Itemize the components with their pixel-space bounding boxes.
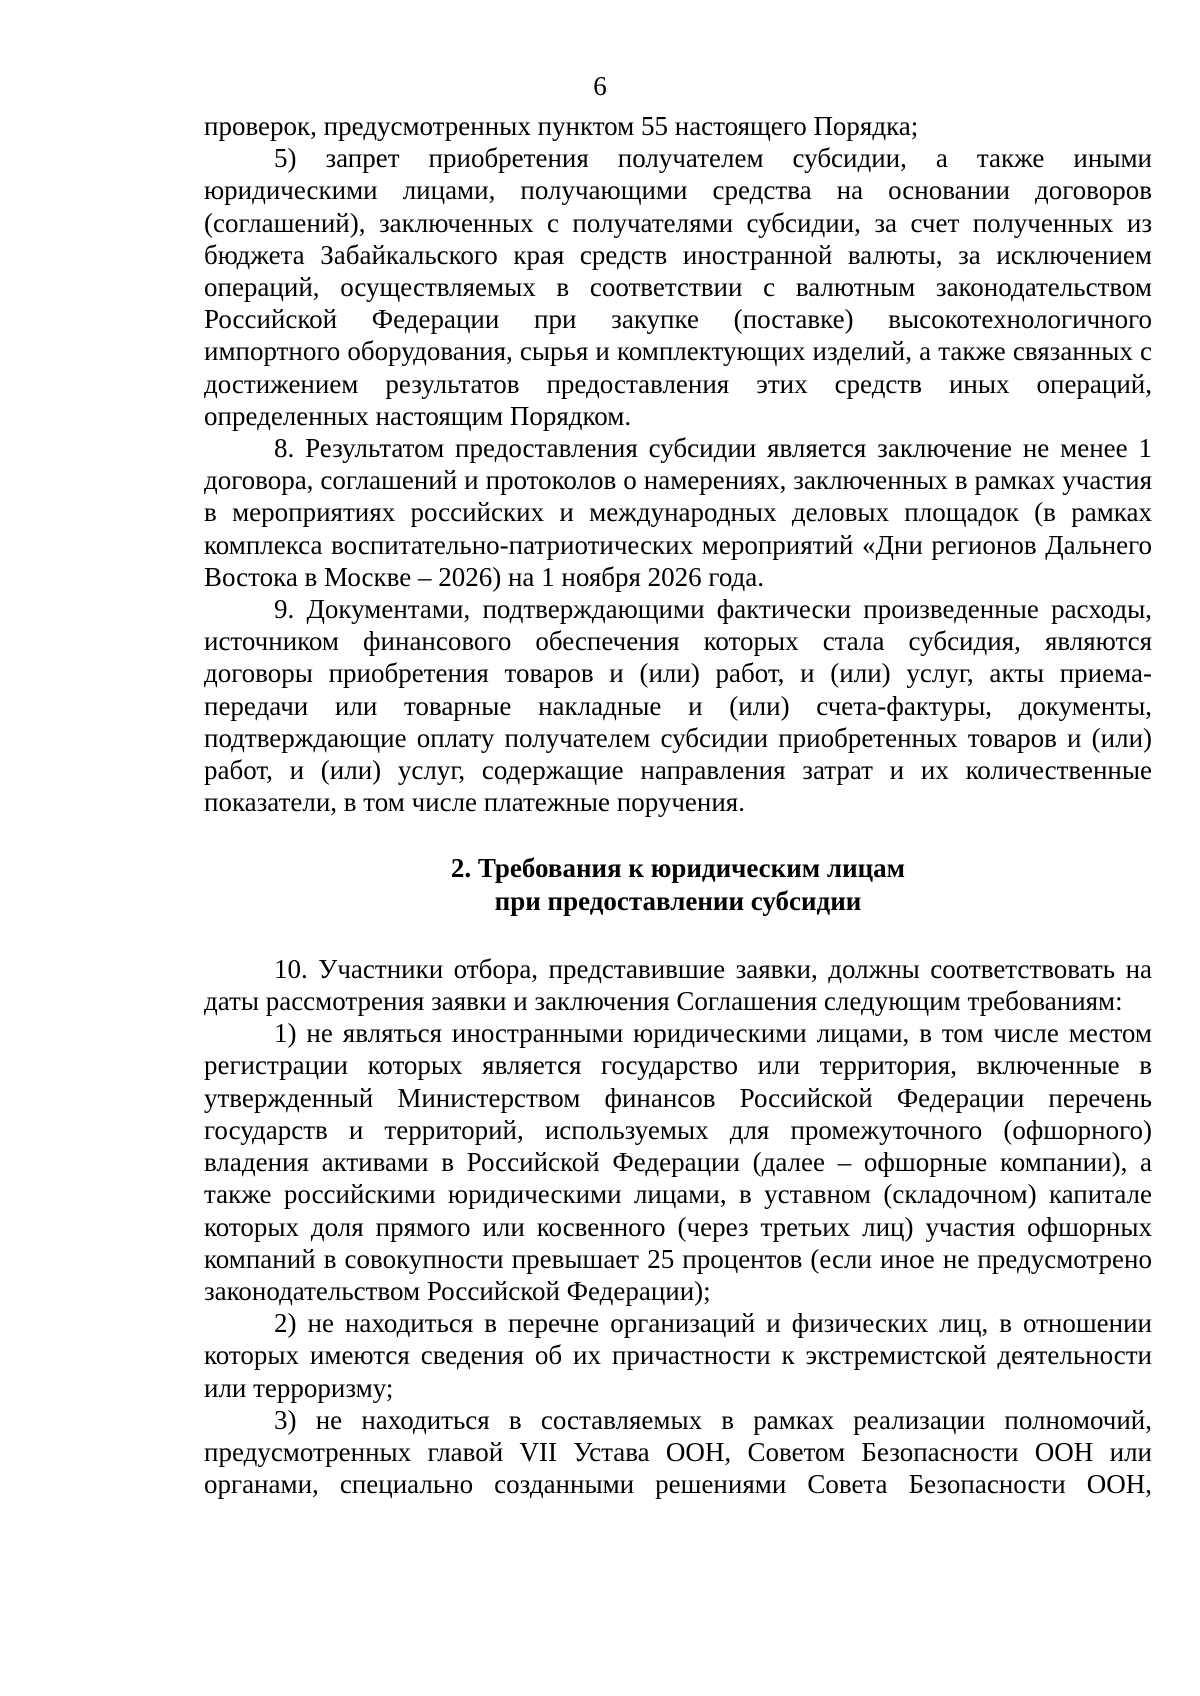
paragraph-10: 10. Участники отбора, представившие заявки, должны соответствовать на даты рассмотрения заявки и заключения Соглашения следующим требованиям:	[204, 953, 1152, 1017]
section-heading-line-1: 2. Требования к юридическим лицам	[450, 853, 906, 884]
page-number: 6	[593, 71, 607, 101]
paragraph-item-5: 5) запрет приобретения получателем субсидии, а также иными юридическими лицами, получающими средства на основании договоров (соглашений), заключенных с получателями субсидии, за счет полученных из бюджета Забайкальского края средств иностранной валюты, за исключением операций, осуществляемых в соответствии с валютным законодательством Российской Федерации при закупке (поставке) высокотехнологичного импортного оборудования, сырья и комплектующих изделий, а также связанных с достижением результатов предоставления этих средств иных операций, определенных настоящим Порядком.	[204, 143, 1153, 431]
document-body	[204, 110, 1152, 1500]
section-heading-line-2: при предоставлении субсидии	[494, 885, 862, 916]
spacer	[204, 917, 1152, 953]
paragraph-requirement-2: 2) не находиться в перечне организаций и физических лиц, в отношении которых имеются сведения об их причастности к экстремистской деятельности или терроризму;	[204, 1308, 1153, 1403]
paragraph-requirement-1: 1) не являться иностранными юридическими лицами, в том числе местом регистрации которых является государство или территория, включенные в утвержденный Министерством финансов Российской Федерации перечень государств и территорий, используемых для промежуточного (офшорного) владения активами в Российской Федерации (далее – офшорные компании), а также российскими юридическими лицами, в уставном (складочном) капитале которых доля прямого или косвенного (через третьих лиц) участия офшорных компаний в совокупности превышает 25 процентов (если иное не предусмотрено законодательством Российской Федерации);	[204, 1018, 1153, 1306]
paragraph-9: 9. Документами, подтверждающими фактически произведенные расходы, источником финансового обеспечения которых стала субсидия, являются договоры приобретения товаров и (или) работ, и (или) услуг, акты приема-передачи или товарные накладные и (или) счета-фактуры, документы, подтверждающие оплату получателем субсидии приобретенных товаров и (или) работ, и (или) услуг, содержащие направления затрат и их количественные показатели, в том числе платежные поручения.	[204, 594, 1153, 818]
paragraph-requirement-3: 3) не находиться в составляемых в рамках реализации полномочий, предусмотренных главой VII Устава ООН, Советом Безопасности ООН или органами, специально созданными решениями Совета Безопасности ООН,	[204, 1404, 1152, 1500]
spacer	[204, 818, 1152, 852]
paragraph-8: 8. Результатом предоставления субсидии является заключение не менее 1 договора, соглашений и протоколов о намерениях, заключенных в рамках участия в мероприятиях российских и международных деловых площадок (в рамках комплекса воспитательно-патриотических мероприятий «Дни регионов Дальнего Востока в Москве – 2026) на 1 ноября 2026 года.	[204, 433, 1153, 592]
paragraph-continuation: проверок, предусмотренных пунктом 55 настоящего Порядка;	[204, 111, 919, 141]
section-heading	[204, 852, 1152, 916]
